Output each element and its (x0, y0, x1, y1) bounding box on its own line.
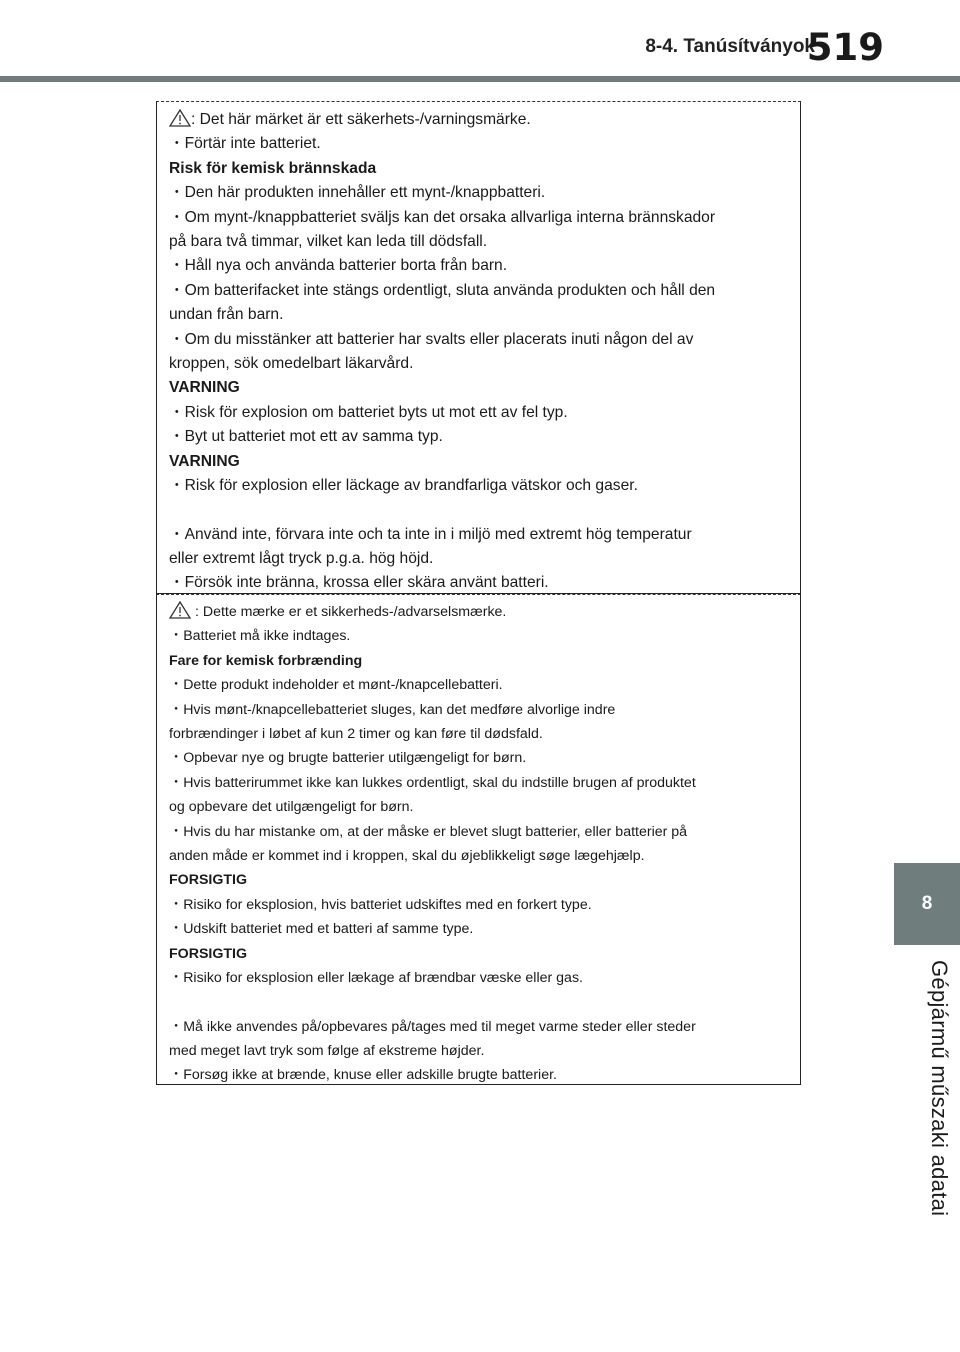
text-line: ・Använd inte, förvara inte och ta inte in i miljö med extremt hög temperatur (169, 525, 692, 543)
text-line: undan från barn. (169, 306, 284, 324)
chapter-tab[interactable] (894, 863, 960, 945)
text-line: ・Om du misstänker att batterier har svalts eller placerats inuti någon del av (169, 330, 694, 348)
subheading: Fare for kemisk forbrænding (169, 652, 363, 669)
text-line: anden måde er kommet ind i kroppen, skal du øjeblikkeligt søge lægehjælp. (169, 848, 645, 865)
text-line: forbrændinger i løbet af kun 2 timer og kan føre til dødsfald. (169, 726, 543, 743)
warning-heading: VARNING (169, 379, 240, 397)
text-line: ・Byt ut batteriet mot ett av samma typ. (169, 428, 443, 446)
text-line: ・Må ikke anvendes på/opbevares på/tages med til meget varme steder eller steder (169, 1018, 696, 1035)
swedish-warning-box (156, 101, 801, 594)
text-line: kroppen, sök omedelbart läkarvård. (169, 355, 414, 373)
section-title: 8-4. Tanúsítványok (645, 36, 815, 57)
warning-heading: FORSIGTIG (169, 872, 248, 889)
text-line: ・Dette produkt indeholder et mønt-/knapcellebatteri. (169, 677, 503, 694)
spacer (169, 991, 790, 1015)
text-line: ・Risiko for eksplosion eller lækage af brændbar væske eller gas. (169, 970, 583, 987)
chapter-side-label: Gépjármű műszaki adatai (927, 960, 952, 1217)
text-line: og opbevare det utilgængeligt for børn. (169, 799, 414, 816)
warning-mark-line (169, 108, 790, 132)
header-rule (0, 76, 960, 82)
text-line: ・Risk för explosion eller läckage av brandfarliga vätskor och gaser. (169, 477, 638, 495)
warning-triangle-icon (169, 109, 191, 127)
page-number: 519 (806, 26, 884, 69)
text-line: ・Om mynt-/knappbatteriet sväljs kan det orsaka allvarliga interna brännskador (169, 208, 716, 226)
warning-triangle-icon (169, 601, 191, 619)
text-line: ・Hvis mønt-/knapcellebatteriet sluges, kan det medføre alvorlige indre (169, 701, 616, 718)
warning-mark-text: : Dette mærke er et sikkerheds-/advarselsmærke. (191, 604, 507, 620)
text-line: ・Forsøg ikke at brænde, knuse eller adskille brugte batterier. (169, 1067, 557, 1084)
text-line: ・Risiko for eksplosion, hvis batteriet udskiftes med en forkert type. (169, 896, 592, 913)
subheading: Risk för kemisk brännskada (169, 159, 377, 177)
text-line: ・Håll nya och använda batterier borta från barn. (169, 257, 508, 275)
warning-mark-line (169, 600, 790, 624)
text-line: med meget lavt tryk som følge af ekstreme højder. (169, 1042, 485, 1059)
text-line: ・Om batterifacket inte stängs ordentligt, sluta använda produkten och håll den (169, 281, 716, 299)
text-line: ・Udskift batteriet med et batteri af samme type. (169, 921, 474, 938)
warning-heading: FORSIGTIG (169, 945, 248, 962)
text-line: ・Hvis batterirummet ikke kan lukkes ordentligt, skal du indstille brugen af produktet (169, 774, 696, 791)
warning-mark-text: : Det här märket är ett säkerhets-/varningsmärke. (191, 111, 531, 128)
text-line: ・Den här produkten innehåller ett mynt-/knappbatteri. (169, 184, 546, 202)
warning-heading: VARNING (169, 452, 240, 470)
danish-warning-box (156, 594, 801, 1085)
chapter-number: 8 (921, 893, 933, 914)
text-line: ・Hvis du har mistanke om, at der måske er blevet slugt batterier, eller batterier på (169, 823, 688, 840)
text-line: ・Försök inte bränna, krossa eller skära använt batteri. (169, 574, 549, 592)
text-line: ・Opbevar nye og brugte batterier utilgængeligt for børn. (169, 750, 527, 767)
text-line: eller extremt lågt tryck p.g.a. hög höjd. (169, 549, 434, 567)
spacer (169, 499, 790, 523)
page-header (0, 0, 960, 90)
text-line: ・Risk för explosion om batteriet byts ut mot ett av fel typ. (169, 403, 568, 421)
text-line: ・Förtär inte batteriet. (169, 135, 321, 153)
text-line: på bara två timmar, vilket kan leda till dödsfall. (169, 233, 488, 251)
text-line: ・Batteriet må ikke indtages. (169, 628, 351, 645)
